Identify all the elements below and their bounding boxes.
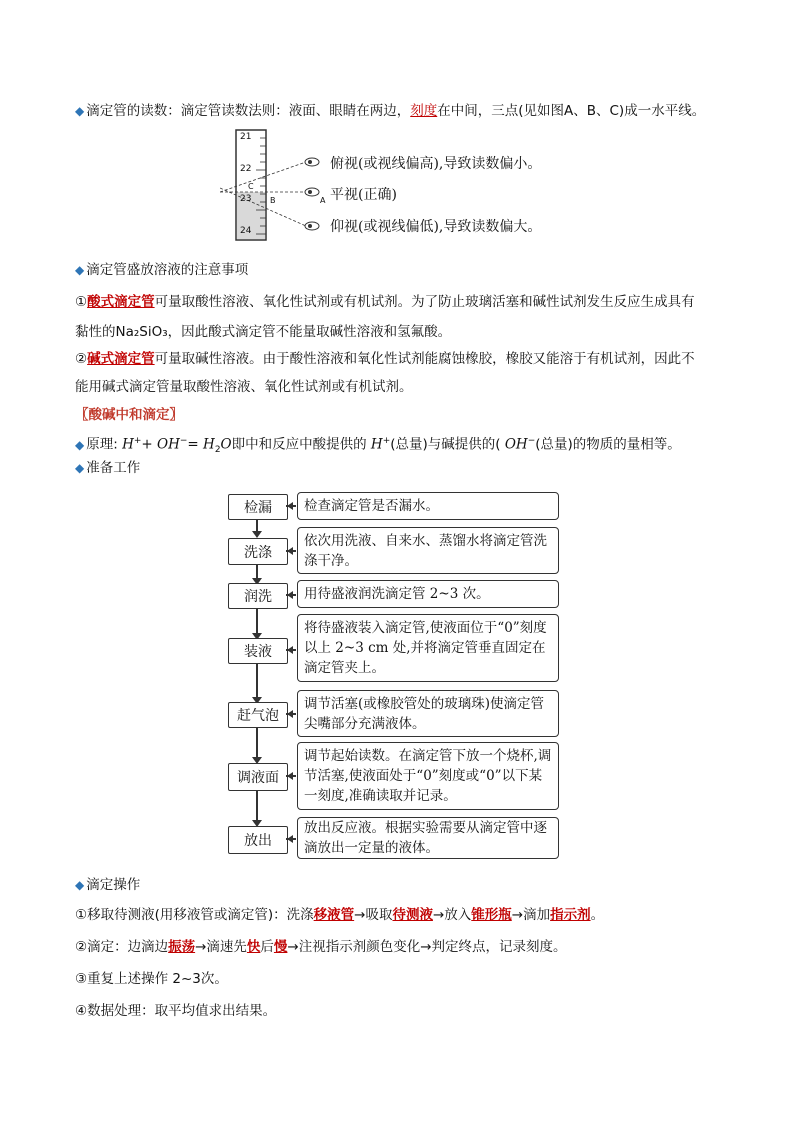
step-adjust-level-desc: 调节起始读数。在滴定管下放一个烧杯,调节活塞,使液面处于“0”刻度或“0”以下某一刻度,准确读取并记录。 bbox=[297, 742, 559, 810]
bullet-diamond-icon: ◆ bbox=[75, 461, 85, 475]
step-remove-bubbles: 赶气泡 bbox=[228, 702, 288, 728]
point-b-label: B bbox=[270, 196, 276, 205]
operation-step-4: ④数据处理：取平均值求出结果。 bbox=[75, 1003, 277, 1019]
tick-label: 23 bbox=[240, 194, 252, 204]
bullet-diamond-icon: ◆ bbox=[75, 437, 85, 452]
point-c-label: C bbox=[248, 182, 254, 191]
storage-p1-line2: 黏性的Na₂SiO₃，因此酸式滴定管不能量取碱性溶液和氢氟酸。 bbox=[75, 324, 452, 340]
step-fill-desc: 将待盛液装入滴定管,使液面位于“0”刻度以上 2~3 cm 处,并将滴定管垂直固定在滴定管夹上。 bbox=[297, 614, 559, 682]
formula-na2sio3: Na₂SiO₃ bbox=[115, 324, 168, 340]
eye-bottom-icon bbox=[305, 222, 319, 230]
bullet-diamond-icon: ◆ bbox=[75, 263, 85, 277]
storage-p2-line1: ②碱式滴定管可量取碱性溶液。由于酸性溶液和氧化性试剂能腐蚀橡胶，橡胶又能溶于有机试剂，因此不 bbox=[75, 351, 695, 367]
step-leak-check: 检漏 bbox=[228, 494, 288, 520]
section-title: 〖酸碱中和滴定〗 bbox=[75, 407, 183, 423]
operation-step-1: ①移取待测液(用移液管或滴定管)：洗涤移液管→吸取待测液→放入锥形瓶→滴加指示剂。 bbox=[75, 907, 605, 923]
step-leak-check-desc: 检查滴定管是否漏水。 bbox=[297, 492, 559, 520]
tick-label: 21 bbox=[240, 132, 252, 142]
step-rinse-desc: 用待盛液润洗滴定管 2~3 次。 bbox=[297, 580, 559, 608]
point-a-label: A bbox=[320, 196, 326, 205]
step-fill: 装液 bbox=[228, 638, 288, 664]
step-remove-bubbles-desc: 调节活塞(或橡胶管处的玻璃珠)使滴定管尖嘴部分充满液体。 bbox=[297, 690, 559, 737]
tick-label: 22 bbox=[240, 164, 252, 174]
view-top-label: 俯视(或视线偏高),导致读数偏小。 bbox=[330, 156, 542, 172]
step-rinse: 润洗 bbox=[228, 583, 288, 609]
prep-heading: ◆ 准备工作 bbox=[75, 460, 141, 476]
step-wash: 洗涤 bbox=[228, 538, 288, 565]
operation-step-2: ②滴定：边滴边振荡→滴速先快后慢→注视指示剂颜色变化→判定终点，记录刻度。 bbox=[75, 939, 567, 955]
step-adjust-level: 调液面 bbox=[228, 763, 288, 791]
operation-step-3: ③重复上述操作 2~3次。 bbox=[75, 971, 228, 987]
eye-top-icon bbox=[305, 158, 319, 166]
bullet-diamond-icon: ◆ bbox=[75, 878, 85, 892]
storage-p2-line2: 能用碱式滴定管量取酸性溶液、氧化性试剂或有机试剂。 bbox=[75, 379, 413, 395]
reading-rule: ◆ 滴定管的读数：滴定管读数法则：液面、眼睛在两边，刻度在中间，三点(见如图A、B、C)成一水平线。 bbox=[75, 103, 706, 119]
burette-figure bbox=[220, 128, 580, 243]
view-level-label: 平视(正确) bbox=[330, 187, 397, 203]
view-bottom-label: 仰视(或视线偏低),导致读数偏大。 bbox=[330, 219, 542, 235]
operation-heading: ◆ 滴定操作 bbox=[75, 877, 141, 893]
tick-label: 24 bbox=[240, 226, 252, 236]
eye-level-icon bbox=[305, 188, 319, 196]
step-wash-desc: 依次用洗液、自来水、蒸馏水将滴定管洗涤干净。 bbox=[297, 527, 559, 574]
step-release-desc: 放出反应液。根据实验需要从滴定管中逐滴放出一定量的液体。 bbox=[297, 817, 559, 859]
principle-line: ◆ 原理: $H^++ OH^-= H_2O$即中和反应中酸提供的 H+(总量)与碱提供的( OH−(总量)的物质的量相等。 bbox=[75, 436, 681, 456]
storage-heading: ◆ 滴定管盛放溶液的注意事项 bbox=[75, 262, 249, 278]
step-release: 放出 bbox=[228, 826, 288, 854]
bullet-diamond-icon: ◆ bbox=[75, 104, 85, 118]
storage-p1-line1: ①酸式滴定管可量取酸性溶液、氧化性试剂或有机试剂。为了防止玻璃活塞和碱性试剂发生反应生成具有 bbox=[75, 294, 695, 310]
